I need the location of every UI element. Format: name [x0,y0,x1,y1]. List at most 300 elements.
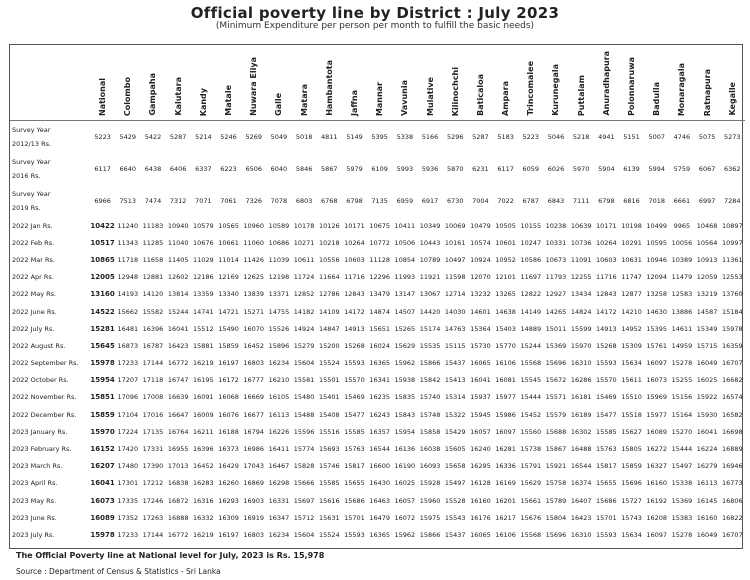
table-cell: 11993 [394,273,416,282]
table-cell: 13265 [495,290,516,299]
table-cell: 16240 [470,445,491,454]
national-cell: 16073 [90,496,115,505]
table-cell: 12602 [167,273,189,282]
national-cell: 15978 [90,359,115,368]
column-header-label: Vavunia [400,80,410,116]
table-cell: 15975 [419,513,441,522]
table-cell: 14889 [520,324,542,333]
table-cell: 16057 [394,496,416,505]
table-cell: 11014 [218,255,239,264]
table-cell: 16197 [218,359,239,368]
table-cell: 9965 [673,221,691,230]
table-cell: 16211 [193,427,214,436]
table-cell: 5422 [144,133,162,141]
column-header-label: Baticaloa [475,74,485,116]
table-cell: 17331 [142,445,164,454]
table-cell: 15200 [318,341,340,350]
row-label: 2023 July Rs. [12,530,55,539]
table-cell: 16544 [570,462,592,471]
table-cell: 15655 [344,479,365,488]
table-cell: 16777 [243,376,265,385]
table-cell: 6816 [623,197,640,205]
table-cell: 5429 [119,133,137,141]
table-cell: 11039 [268,255,290,264]
table-cell: 16234 [268,359,290,368]
table-cell: 16772 [167,359,189,368]
table-cell: 16279 [696,462,718,471]
table-cell: 16041 [696,427,718,436]
table-cell: 14755 [268,307,290,316]
table-cell: 12852 [293,290,315,299]
table-cell: 16669 [243,393,265,402]
table-cell: 7513 [119,197,137,205]
table-cell: 11405 [167,255,189,264]
monthly-row [10,492,745,509]
table-cell: 12169 [218,273,239,282]
table-cell: 15570 [596,376,617,385]
table-cell: 15627 [621,427,642,436]
table-cell: 10611 [293,255,315,264]
table-cell: 14741 [193,307,214,316]
table-cell: 11040 [167,238,189,247]
table-cell: 6798 [598,197,615,205]
table-cell: 16181 [570,393,592,402]
monthly-row [10,372,745,389]
column-header [594,45,619,121]
table-cell: 16106 [495,359,516,368]
table-cell: 15817 [344,462,365,471]
table-cell: 13340 [218,290,239,299]
national-cell: 16207 [90,462,115,471]
column-header [266,45,291,121]
survey-year-row [10,121,745,154]
column-header-label: Matara [299,84,309,116]
table-cell: 16365 [369,359,390,368]
row-label: 2022 October Rs. [12,376,69,385]
table-cell: 10069 [444,221,466,230]
table-cell: 11716 [596,273,617,282]
table-cell: 16357 [369,427,390,436]
table-cell: 16072 [394,513,416,522]
table-cell: 16647 [167,410,189,419]
table-cell: 16787 [142,341,164,350]
table-cell: 11183 [142,221,164,230]
column-header [569,45,594,121]
table-cell: 16773 [721,479,743,488]
table-cell: 15413 [444,376,466,385]
row-label: 2023 February Rs. [12,445,72,454]
column-header [518,45,543,121]
table-cell: 15338 [671,479,693,488]
table-cell: 15843 [394,410,416,419]
column-header [90,45,115,121]
table-cell: 16093 [419,462,441,471]
table-cell: 16195 [193,376,214,385]
table-cell: 10603 [596,255,617,264]
column-header [644,45,669,121]
row-label-header [10,45,90,121]
row-label-line: Survey Year [12,158,51,166]
table-cell: 15962 [394,530,416,539]
table-cell: 5846 [295,165,313,173]
table-cell: 10924 [470,255,491,264]
table-cell: 10468 [696,221,718,230]
table-cell: 15452 [520,410,542,419]
row-label: 2022 December Rs. [12,410,77,419]
table-cell: 15696 [545,359,567,368]
table-cell: 10574 [470,238,491,247]
row-label: 2022 Feb Rs. [12,238,55,247]
table-cell: 16201 [495,496,516,505]
table-cell: 5870 [446,165,464,173]
table-cell: 6506 [245,165,262,173]
table-cell: 16235 [369,393,390,402]
table-cell: 6117 [94,165,111,173]
table-cell: 11664 [318,273,340,282]
table-cell: 17390 [142,462,164,471]
column-header [695,45,720,121]
table-cell: 16764 [167,427,189,436]
table-cell: 15593 [596,359,617,368]
column-header [140,45,165,121]
table-cell: 11128 [369,255,390,264]
table-cell: 15469 [596,393,617,402]
table-cell: 16065 [470,359,491,368]
table-cell: 16188 [218,427,239,436]
table-cell: 6640 [119,165,137,173]
table-cell: 16113 [696,479,718,488]
table-cell: 16316 [193,496,214,505]
column-header-label: Kegalle [727,82,737,116]
table-cell: 16234 [268,530,290,539]
column-header [392,45,417,121]
table-cell: 15488 [293,410,315,419]
table-cell: 10854 [394,255,416,264]
table-cell: 10161 [444,238,466,247]
monthly-row [10,234,745,251]
table-cell: 17224 [117,427,139,436]
table-cell: 6139 [623,165,640,173]
table-cell: 16160 [646,479,668,488]
table-cell: 16986 [243,445,265,454]
table-cell: 6798 [346,197,363,205]
table-cell: 16332 [193,513,214,522]
table-cell: 15866 [419,359,441,368]
table-cell: 15634 [621,359,642,368]
table-cell: 15444 [671,445,693,454]
table-cell: 5151 [623,133,640,141]
table-cell: 16091 [193,393,214,402]
table-cell: 13232 [470,290,491,299]
table-cell: 15568 [520,530,542,539]
table-cell: 16076 [218,410,239,419]
national-cell: 10865 [90,255,115,264]
table-cell: 15156 [671,393,693,402]
table-cell: 15693 [318,445,340,454]
table-cell: 16794 [243,427,265,436]
survey-year-row [10,153,745,185]
table-cell: 12101 [495,273,516,282]
table-cell: 16057 [470,427,491,436]
table-cell: 14824 [570,307,592,316]
table-cell: 10506 [394,238,416,247]
table-cell: 15543 [444,513,466,522]
table-cell: 16210 [268,376,290,385]
table-cell: 10198 [621,221,642,230]
table-cell: 10171 [596,221,617,230]
table-cell: 16903 [243,496,265,505]
table-cell: 10589 [268,221,290,230]
table-cell: 16281 [495,445,516,454]
table-cell: 10960 [243,221,265,230]
table-cell: 10673 [545,255,567,264]
national-cell: 15970 [90,427,115,436]
table-cell: 11716 [344,273,365,282]
table-cell: 11747 [621,273,642,282]
table-cell: 15930 [696,410,718,419]
row-label-line: 2019 Rs. [12,204,41,212]
table-cell: 5979 [346,165,363,173]
national-cell: 15954 [90,376,115,385]
monthly-row [10,458,745,475]
table-cell: 16677 [243,410,265,419]
table-cell: 16396 [142,324,164,333]
table-cell: 16219 [193,530,214,539]
table-cell: 5287 [169,133,187,141]
table-cell: 16452 [193,462,214,471]
table-cell: 15429 [444,427,466,436]
table-cell: 11658 [142,255,164,264]
table-cell: 16024 [369,341,390,350]
table-cell: 15655 [596,479,617,488]
table-cell: 10271 [293,238,315,247]
table-cell: 4941 [598,133,615,141]
column-header-label: Kurunegala [551,64,561,116]
table-cell: 10264 [596,238,617,247]
table-cell: 17043 [243,462,265,471]
table-cell: 5287 [472,133,489,141]
table-cell: 16822 [721,513,743,522]
row-label: 2022 November Rs. [12,393,77,402]
column-header-label: Nuwara Eliya [249,57,259,116]
table-cell: 16336 [495,462,516,471]
table-cell: 10556 [318,255,340,264]
table-cell: 16113 [268,410,290,419]
table-cell: 15842 [419,376,441,385]
table-cell: 14420 [419,307,441,316]
table-cell: 6223 [220,165,237,173]
table-cell: 16097 [646,359,668,368]
table-cell: 7018 [648,197,665,205]
table-cell: 6109 [371,165,388,173]
table-cell: 15770 [495,341,516,350]
table-cell: 16481 [117,324,139,333]
table-cell: 15631 [318,513,340,522]
table-cell: 12714 [444,290,466,299]
table-cell: 14924 [293,324,315,333]
table-cell: 10639 [570,221,592,230]
table-cell: 6966 [94,197,111,205]
column-header [367,45,392,121]
table-cell: 5223 [522,133,540,141]
table-cell: 15676 [520,513,542,522]
table-cell: 10603 [344,255,365,264]
national-cell: 15645 [90,341,115,350]
table-cell: 16310 [570,359,592,368]
column-header [166,45,191,121]
column-header [720,45,745,121]
table-cell: 10675 [369,221,390,230]
table-cell: 15629 [394,341,416,350]
row-label: 2022 May Rs. [12,290,57,299]
table-cell: 6661 [673,197,691,205]
table-cell: 16463 [369,496,390,505]
column-header [443,45,468,121]
table-cell: 14959 [671,341,693,350]
table-cell: 15011 [545,324,567,333]
table-cell: 15570 [344,376,365,385]
table-cell: 16073 [646,376,668,385]
table-cell: 4746 [673,133,691,141]
row-label: 2023 May Rs. [12,496,57,505]
poverty-line-table [9,44,743,549]
table-cell: 14913 [596,324,617,333]
table-cell: 16176 [470,513,491,522]
table-cell: 6026 [547,165,565,173]
table-cell: 16097 [646,530,668,539]
table-cell: 15921 [545,462,567,471]
table-cell: 17212 [142,479,164,488]
table-cell: 11285 [142,238,164,247]
table-cell: 15369 [545,341,567,350]
monthly-row [10,286,745,303]
survey-year-row [10,185,745,217]
table-cell: 16160 [470,496,491,505]
table-cell: 13067 [419,290,441,299]
national-cell: 15978 [90,530,115,539]
table-cell: 16293 [218,496,239,505]
table-cell: 16467 [268,462,290,471]
column-header-label: Trincomalee [526,61,536,116]
table-cell: 7312 [169,197,187,205]
column-header-label: National [98,78,108,116]
table-cell: 12553 [721,273,743,282]
table-cell: 15686 [596,496,617,505]
column-header-label: Ampara [501,81,511,116]
table-cell: 16365 [369,530,390,539]
table-cell: 5166 [421,133,439,141]
table-cell: 15279 [293,341,315,350]
table-cell: 16772 [167,530,189,539]
table-cell: 15278 [671,530,693,539]
table-cell: 16145 [696,496,718,505]
table-cell: 16208 [646,513,668,522]
table-cell: 15115 [444,341,466,350]
table-cell: 15369 [671,496,693,505]
column-header-label: Ratnapura [702,68,712,116]
table-cell: 13147 [394,290,416,299]
table-cell: 6438 [144,165,162,173]
table-cell: 5904 [598,165,615,173]
table-cell: 14601 [470,307,491,316]
table-cell: 15314 [444,393,466,402]
row-label-line: 2016 Rs. [12,172,41,180]
table-cell: 5993 [396,165,414,173]
table-cell: 15758 [545,479,567,488]
monthly-row [10,440,745,457]
table-cell: 15528 [444,496,466,505]
table-cell: 16429 [218,462,239,471]
table-cell: 16192 [646,496,668,505]
table-cell: 10056 [671,238,693,247]
column-header-label: Polonnaruwa [627,57,637,116]
table-cell: 15605 [444,445,466,454]
table-cell: 15271 [243,307,265,316]
table-cell: 10411 [394,221,416,230]
table-cell: 17144 [142,359,164,368]
table-cell: 7061 [220,197,237,205]
table-cell: 15545 [520,376,542,385]
column-header-label: Hambantota [324,60,334,116]
table-cell: 16803 [243,530,265,539]
table-cell: 14913 [344,324,365,333]
table-cell: 15789 [545,496,567,505]
table-cell: 15268 [344,341,365,350]
table-cell: 12822 [520,290,542,299]
table-cell: 7071 [195,197,212,205]
column-header-label: Kalutara [173,77,183,116]
table-cell: 11598 [444,273,466,282]
table-cell: 15662 [117,307,139,316]
table-cell: 16089 [646,427,668,436]
table-cell: 15763 [596,445,617,454]
table-cell: 5218 [572,133,590,141]
table-cell: 15616 [318,496,340,505]
table-cell: 6362 [724,165,741,173]
column-header-label: Monaragala [677,62,687,116]
table-cell: 16105 [268,393,290,402]
table-cell: 16582 [721,410,743,419]
table-cell: 6917 [421,197,439,205]
table-cell: 7004 [472,197,489,205]
table-cell: 17096 [117,393,139,402]
table-cell: 16347 [268,513,290,522]
table-cell: 15490 [218,324,239,333]
table-cell: 15604 [293,530,315,539]
table-cell: 16302 [570,427,592,436]
table-cell: 12843 [596,290,617,299]
table-cell: 15593 [596,530,617,539]
column-header-label: Matale [224,85,234,116]
table-cell: 10772 [369,238,390,247]
table-cell: 15309 [621,341,642,350]
table-cell: 15581 [293,376,315,385]
table-cell: 17352 [117,513,139,522]
table-cell: 15634 [621,530,642,539]
table-cell: 15497 [671,462,693,471]
table-cell: 14210 [621,307,642,316]
table-cell: 16190 [394,462,416,471]
table-cell: 10479 [470,221,491,230]
table-cell: 10171 [344,221,365,230]
table-cell: 12583 [671,290,693,299]
table-cell: 15945 [470,410,491,419]
table-cell: 10586 [520,255,542,264]
table-cell: 6730 [446,197,464,205]
table-cell: 10952 [495,255,516,264]
table-cell: 16049 [696,530,718,539]
table-cell: 15712 [293,513,315,522]
